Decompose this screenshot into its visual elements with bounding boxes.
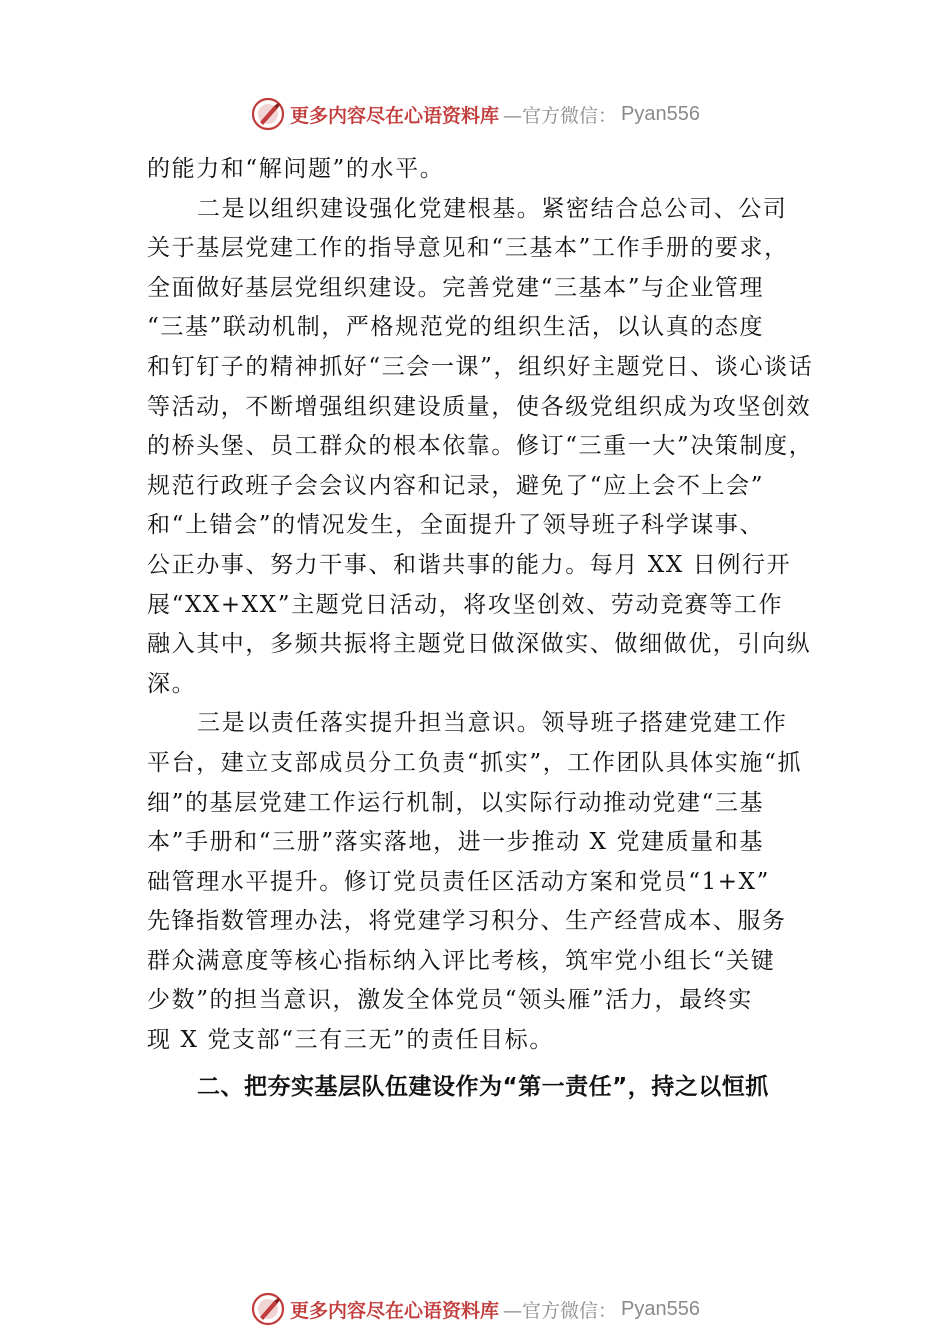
text-line: 的能力和“解问题”的水平。 xyxy=(147,156,445,182)
header-separator-text: —官方微信： xyxy=(503,104,618,127)
text-line: “三基”联动机制，严格规范党的组织生活，以认真的态度 xyxy=(147,314,765,341)
text-line: 现 X 党支部“三有三无”的责任目标。 xyxy=(147,1027,554,1054)
text-line: 群众满意度等核心指标纳入评比考核，筑牢党小组长“关键 xyxy=(147,947,776,974)
footer-wechat-id: Pyan556 xyxy=(621,1297,700,1320)
text-line: 公正办事、努力干事、和谐共事的能力。每月 XX 日例行开 xyxy=(147,551,792,578)
text-line: 和钉钉子的精神抓好“三会一课”，组织好主题党日、谈心谈话 xyxy=(147,353,814,380)
header-banner xyxy=(0,94,950,134)
document-body xyxy=(147,150,833,1109)
text-line: 二是以组织建设强化党建根基。紧密结合总公司、公司 xyxy=(197,195,788,222)
text-line: 规范行政班子会会议内容和记录，避免了“应上会不上会” xyxy=(147,472,765,499)
text-line: 等活动，不断增强组织建设质量，使各级党组织成为攻坚创效 xyxy=(147,393,812,420)
footer-banner xyxy=(0,1289,950,1329)
text-line: 础管理水平提升。修订党员责任区活动方案和党员“1+X” xyxy=(147,868,770,895)
brand-logo-icon xyxy=(250,1291,286,1327)
header-wechat-id: Pyan556 xyxy=(621,102,700,125)
text-line: 的桥头堡、员工群众的根本依靠。修订“三重一大”决策制度， xyxy=(147,433,814,460)
text-line: 深。 xyxy=(147,670,197,697)
text-line: 细”的基层党建工作运行机制，以实际行动推动党建“三基 xyxy=(147,789,765,816)
text-line: 关于基层党建工作的指导意见和“三基本”工作手册的要求， xyxy=(147,235,789,262)
text-line: 展“XX+XX”主题党日活动，将攻坚创效、劳动竞赛等工作 xyxy=(147,591,784,618)
footer-separator-text: —官方微信： xyxy=(503,1299,618,1322)
header-banner-inner xyxy=(250,96,700,132)
footer-brand-text: 更多内容尽在心语资料库 xyxy=(290,1299,500,1322)
text-line: 本”手册和“三册”落实落地，进一步推动 X 党建质量和基 xyxy=(147,829,765,856)
header-brand-text: 更多内容尽在心语资料库 xyxy=(290,104,500,127)
section-heading: 二、把夯实基层队伍建设作为“第一责任”，持之以恒抓 xyxy=(197,1073,769,1100)
text-line: 全面做好基层党组织建设。完善党建“三基本”与企业管理 xyxy=(147,274,765,301)
text-line: 三是以责任落实提升担当意识。领导班子搭建党建工作 xyxy=(197,710,788,737)
text-line: 少数”的担当意识，激发全体党员“领头雁”活力，最终实 xyxy=(147,987,753,1014)
brand-logo-icon xyxy=(250,96,286,132)
text-line: 先锋指数管理办法，将党建学习积分、生产经营成本、服务 xyxy=(147,908,787,935)
text-line: 和“上错会”的情况发生，全面提升了领导班子科学谋事、 xyxy=(147,512,765,539)
text-line: 融入其中，多频共振将主题党日做深做实、做细做优，引向纵 xyxy=(147,631,812,658)
footer-banner-inner xyxy=(250,1291,700,1327)
text-line: 平台，建立支部成员分工负责“抓实”，工作团队具体实施“抓 xyxy=(147,749,803,776)
